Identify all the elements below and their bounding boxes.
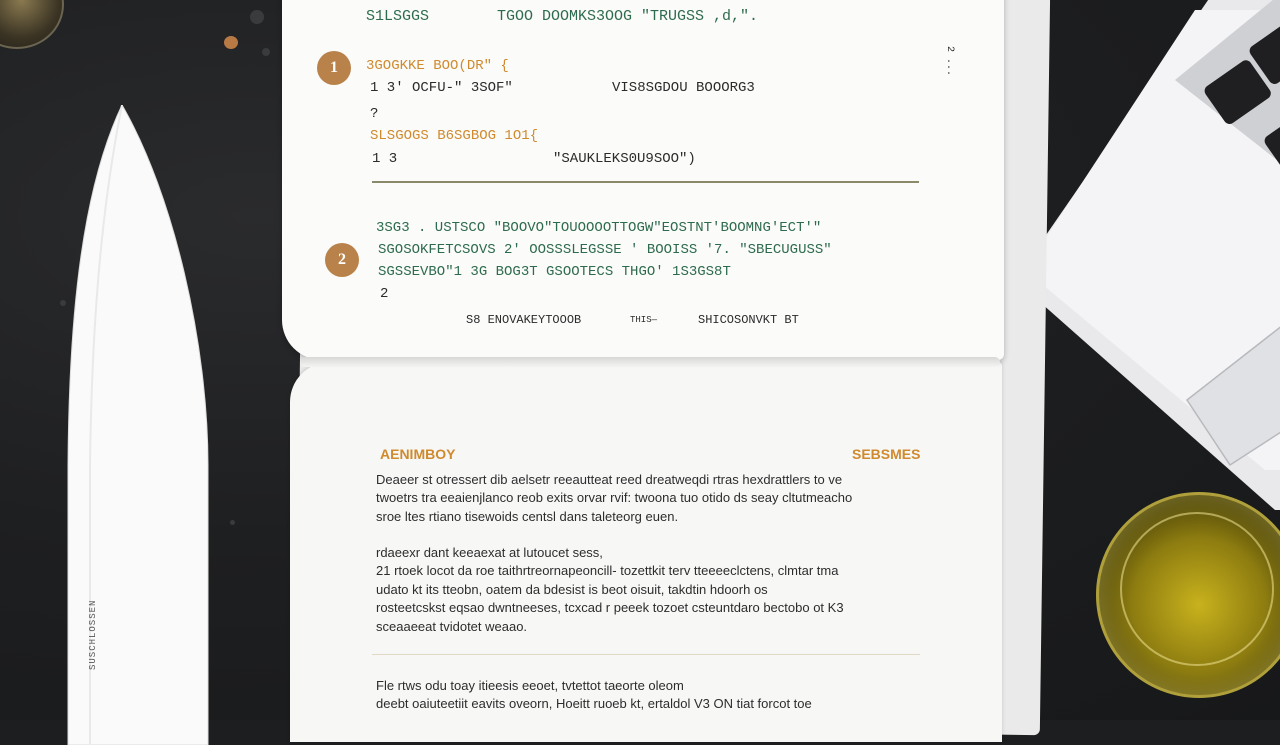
nut xyxy=(224,36,238,49)
step-1-line-4: SLSGOGS B6SGBOG 1O1{ xyxy=(370,128,539,144)
step-1-badge: 1 xyxy=(317,51,351,85)
step-2-line-3: SGSSEVBO"1 3G BOG3T GSOOTECS THGO' 1S3GS8T xyxy=(378,264,731,280)
booklet-fold xyxy=(300,357,1000,367)
knife-engraving: SUSCHLOSSEN xyxy=(88,599,98,670)
section-heading-left: AENIMBOY xyxy=(380,446,456,462)
paragraph-2-line: sceaaeeat tvidotet weaao. xyxy=(376,619,528,634)
step-1-line-3: ? xyxy=(370,106,379,122)
paragraph-1-line: sroe ltes rtiano tisewoids centsl dans taleteorg euen. xyxy=(376,509,679,524)
step-2-line-4: 2 xyxy=(380,286,389,302)
olive-oil-glass-rim xyxy=(1120,512,1274,666)
paragraph-3-line: deebt oaiuteetiit eavits oveorn, Hoeitt ruoeb kt, ertaldol V3 ON tiat forcot toe xyxy=(376,696,812,711)
paragraph-2-line: udato kt its tteobn, oatem da bdesist is beot oisuit, takdtin hdoorh os xyxy=(376,582,768,597)
section-divider-thin xyxy=(372,654,920,655)
step-2-line-1: 3SG3 . USTSCO "BOOVO"TOUOOOOTTOGW"EOSTNT'BOOMNG'ECT'" xyxy=(376,220,822,236)
booklet-top-page xyxy=(282,0,1004,360)
footer-label-c: SHICOSONVKT BT xyxy=(698,313,799,327)
step-2-line-2: SGOSOKFETCSOVS 2' OOSSSLEGSSE ' BOOISS '7. "SBECUGUSS" xyxy=(378,242,832,258)
step-1-line-5a: 1 3 xyxy=(372,151,398,167)
step-1-line-2a: 1 3' OCFU-" 3SOF" xyxy=(370,80,513,96)
paragraph-2-line: rosteetcskst eqsao dwntneeses, tcxcad r peeek tozoet csteuntdaro bectobo ot K3 xyxy=(376,600,844,615)
paragraph-3-line: Fle rtws odu toay itieesis eeoet, tvtettot taeorte oleom xyxy=(376,678,684,693)
footer-label-a: S8 ENOVAKEYTOOOB xyxy=(466,313,582,327)
table-speck xyxy=(230,520,235,525)
top-row-text: TGOO DOOMKS3OOG "TRUGSS ,d,". xyxy=(497,8,759,25)
section-heading-right: SEBSMES xyxy=(852,446,921,462)
side-mark: 2 ... xyxy=(944,46,955,77)
paragraph-2-line: rdaeexr dant keeaexat at lutoucet sess, xyxy=(376,545,603,560)
paragraph-1-line: Deaeer st otressert dib aelsetr reeautteat reed dreatweqdi rtras hexdrattlers to ve xyxy=(376,472,843,487)
step-1-line-2b: VIS8SGDOU BOOORG3 xyxy=(612,80,755,96)
table-speck xyxy=(250,10,264,24)
step-1-line-1: 3GOGKKE BOO(DR" { xyxy=(366,58,509,74)
step-2-badge: 2 xyxy=(325,243,359,277)
table-speck xyxy=(262,48,270,56)
laptop xyxy=(1015,0,1280,510)
top-row-code: S1LSGGS xyxy=(366,8,430,25)
white-knife xyxy=(64,105,212,745)
step-1-line-5b: "SAUKLEKS0U9SOO") xyxy=(553,151,696,167)
paragraph-1-line: twoetrs tra eeaienjlanco reob exits orvar rvif: twoona tuo otido ds seay cltutmeacho xyxy=(376,490,853,505)
footer-label-b: THIS— xyxy=(630,315,658,325)
paragraph-2-line: 21 rtoek locot da roe taithrtreornapeoncill- tozettkit terv tteeeeclctens, clmtar tma xyxy=(376,563,839,578)
section-divider xyxy=(372,181,919,183)
